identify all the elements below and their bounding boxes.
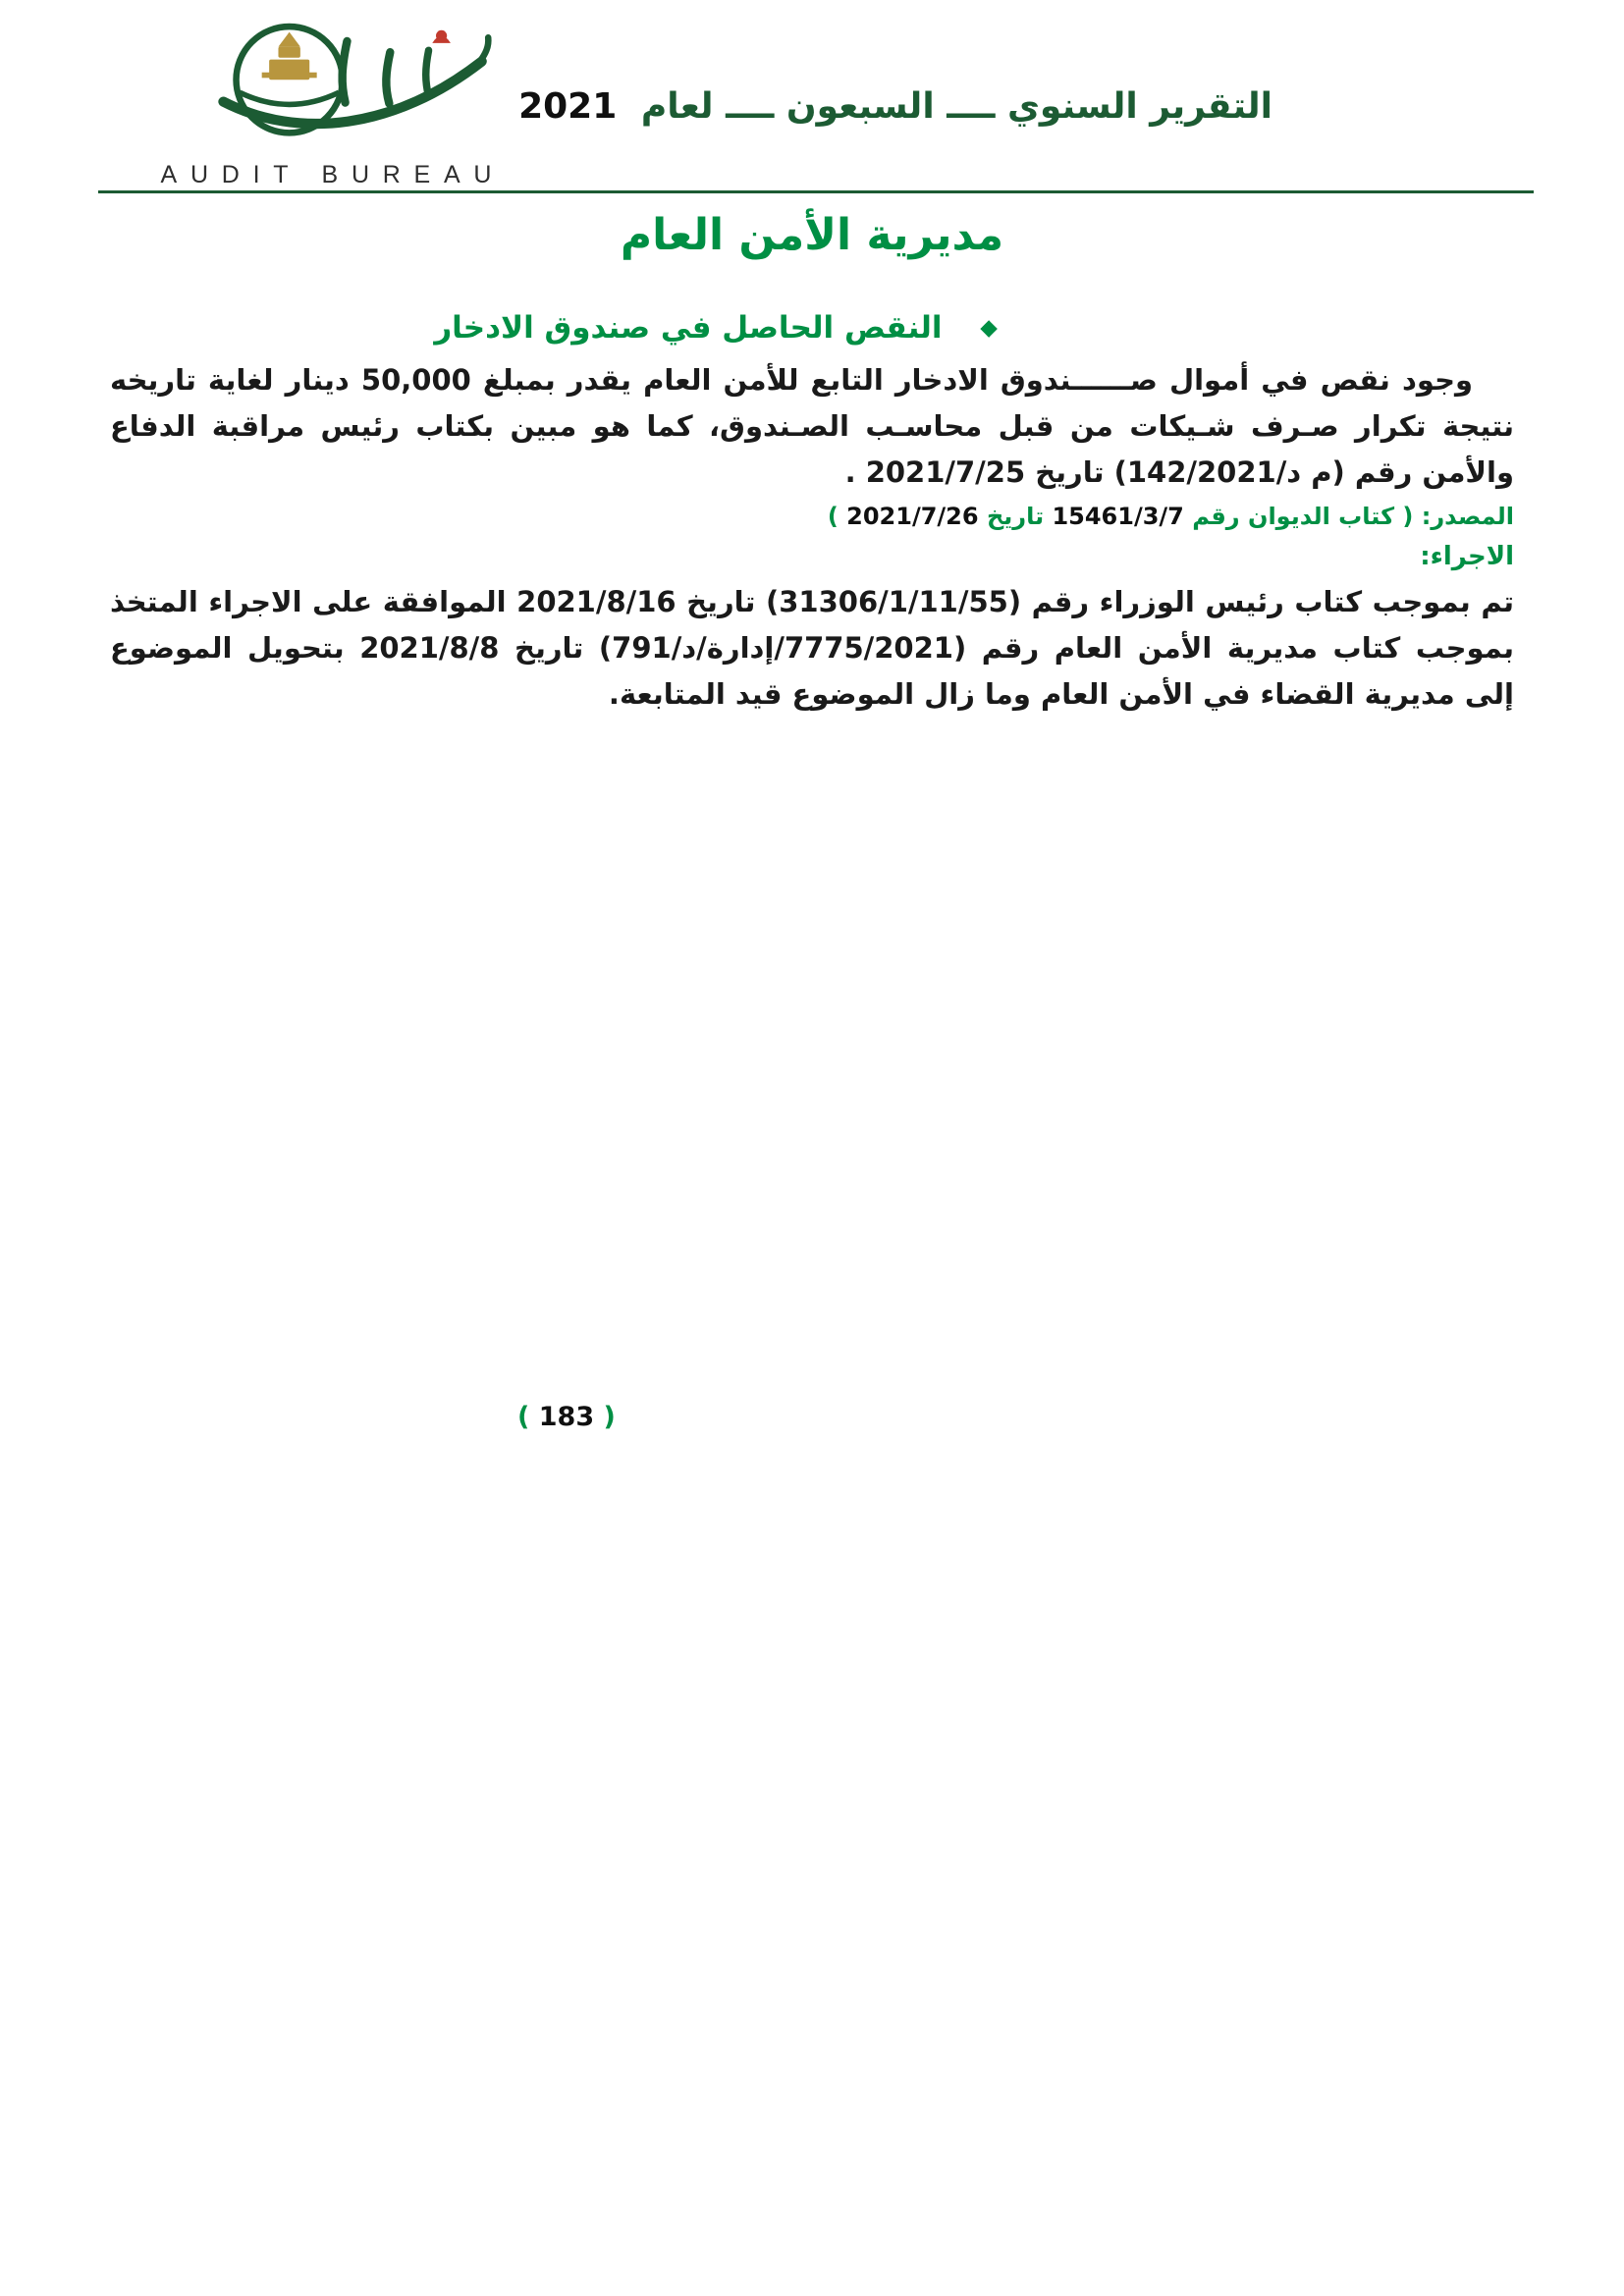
audit-bureau-emblem-icon [115, 14, 537, 151]
header-divider [98, 190, 1534, 193]
page-number-close-paren: ) [517, 1402, 539, 1432]
page-title: مديرية الأمن العام [620, 210, 1004, 260]
page-number-open-paren: ( [594, 1402, 616, 1432]
calligraphy-swoosh [223, 37, 488, 124]
finding-paragraph-text: وجود نقص في أموال صــــــندوق الادخار التابع للأمن العام يقدر بمبلغ 50,000 دينار لغاية تاريخه نتيجة تكرار صـرف شـيكات من قبل محاسـب الصـندوق، كما هو مبين بكتاب رئيس مراقبة الدفاع والأمن رقم (م د/142/2021) تاريخ 2021/7/25 . [110, 363, 1514, 489]
diamond-bullet-icon: ◆ [980, 315, 998, 341]
source-middle: تاريخ [978, 503, 1053, 530]
page-number-value: 183 [538, 1402, 595, 1432]
source-date: 2021/7/26 [846, 503, 979, 530]
golden-dome-icon [262, 32, 317, 80]
action-paragraph [110, 579, 1514, 718]
annual-report-title [518, 86, 1272, 127]
source-line [828, 503, 1514, 530]
audit-bureau-logo [110, 14, 542, 189]
page-number [517, 1402, 616, 1432]
section-heading-text: النقص الحاصل في صندوق الادخار [434, 310, 943, 346]
annual-report-title-text: التقرير السنوي ــــ السبعون ــــ لعام [640, 86, 1272, 127]
action-label: الاجراء: [1420, 542, 1514, 571]
section-heading [434, 310, 998, 346]
red-crown-icon [432, 30, 451, 43]
source-ref-number: 15461/3/7 [1052, 503, 1184, 530]
finding-paragraph [110, 357, 1514, 496]
action-paragraph-text: تم بموجب كتاب رئيس الوزراء رقم (31306/1/11/55) تاريخ 2021/8/16 الموافقة على الاجراء المتخذ بموجب كتاب مديرية الأمن العام رقم (7775/2021/إدارة/د/791) تاريخ 2021/8/8 بتحويل الموضوع إلى مديرية القضاء في الأمن العام وما زال الموضوع قيد المتابعة. [110, 585, 1514, 711]
report-year: 2021 [518, 86, 618, 127]
source-prefix: المصدر: ( كتاب الديوان رقم [1183, 503, 1514, 530]
audit-bureau-wordmark: AUDIT BUREAU [160, 161, 506, 188]
source-suffix: ) [827, 503, 847, 530]
